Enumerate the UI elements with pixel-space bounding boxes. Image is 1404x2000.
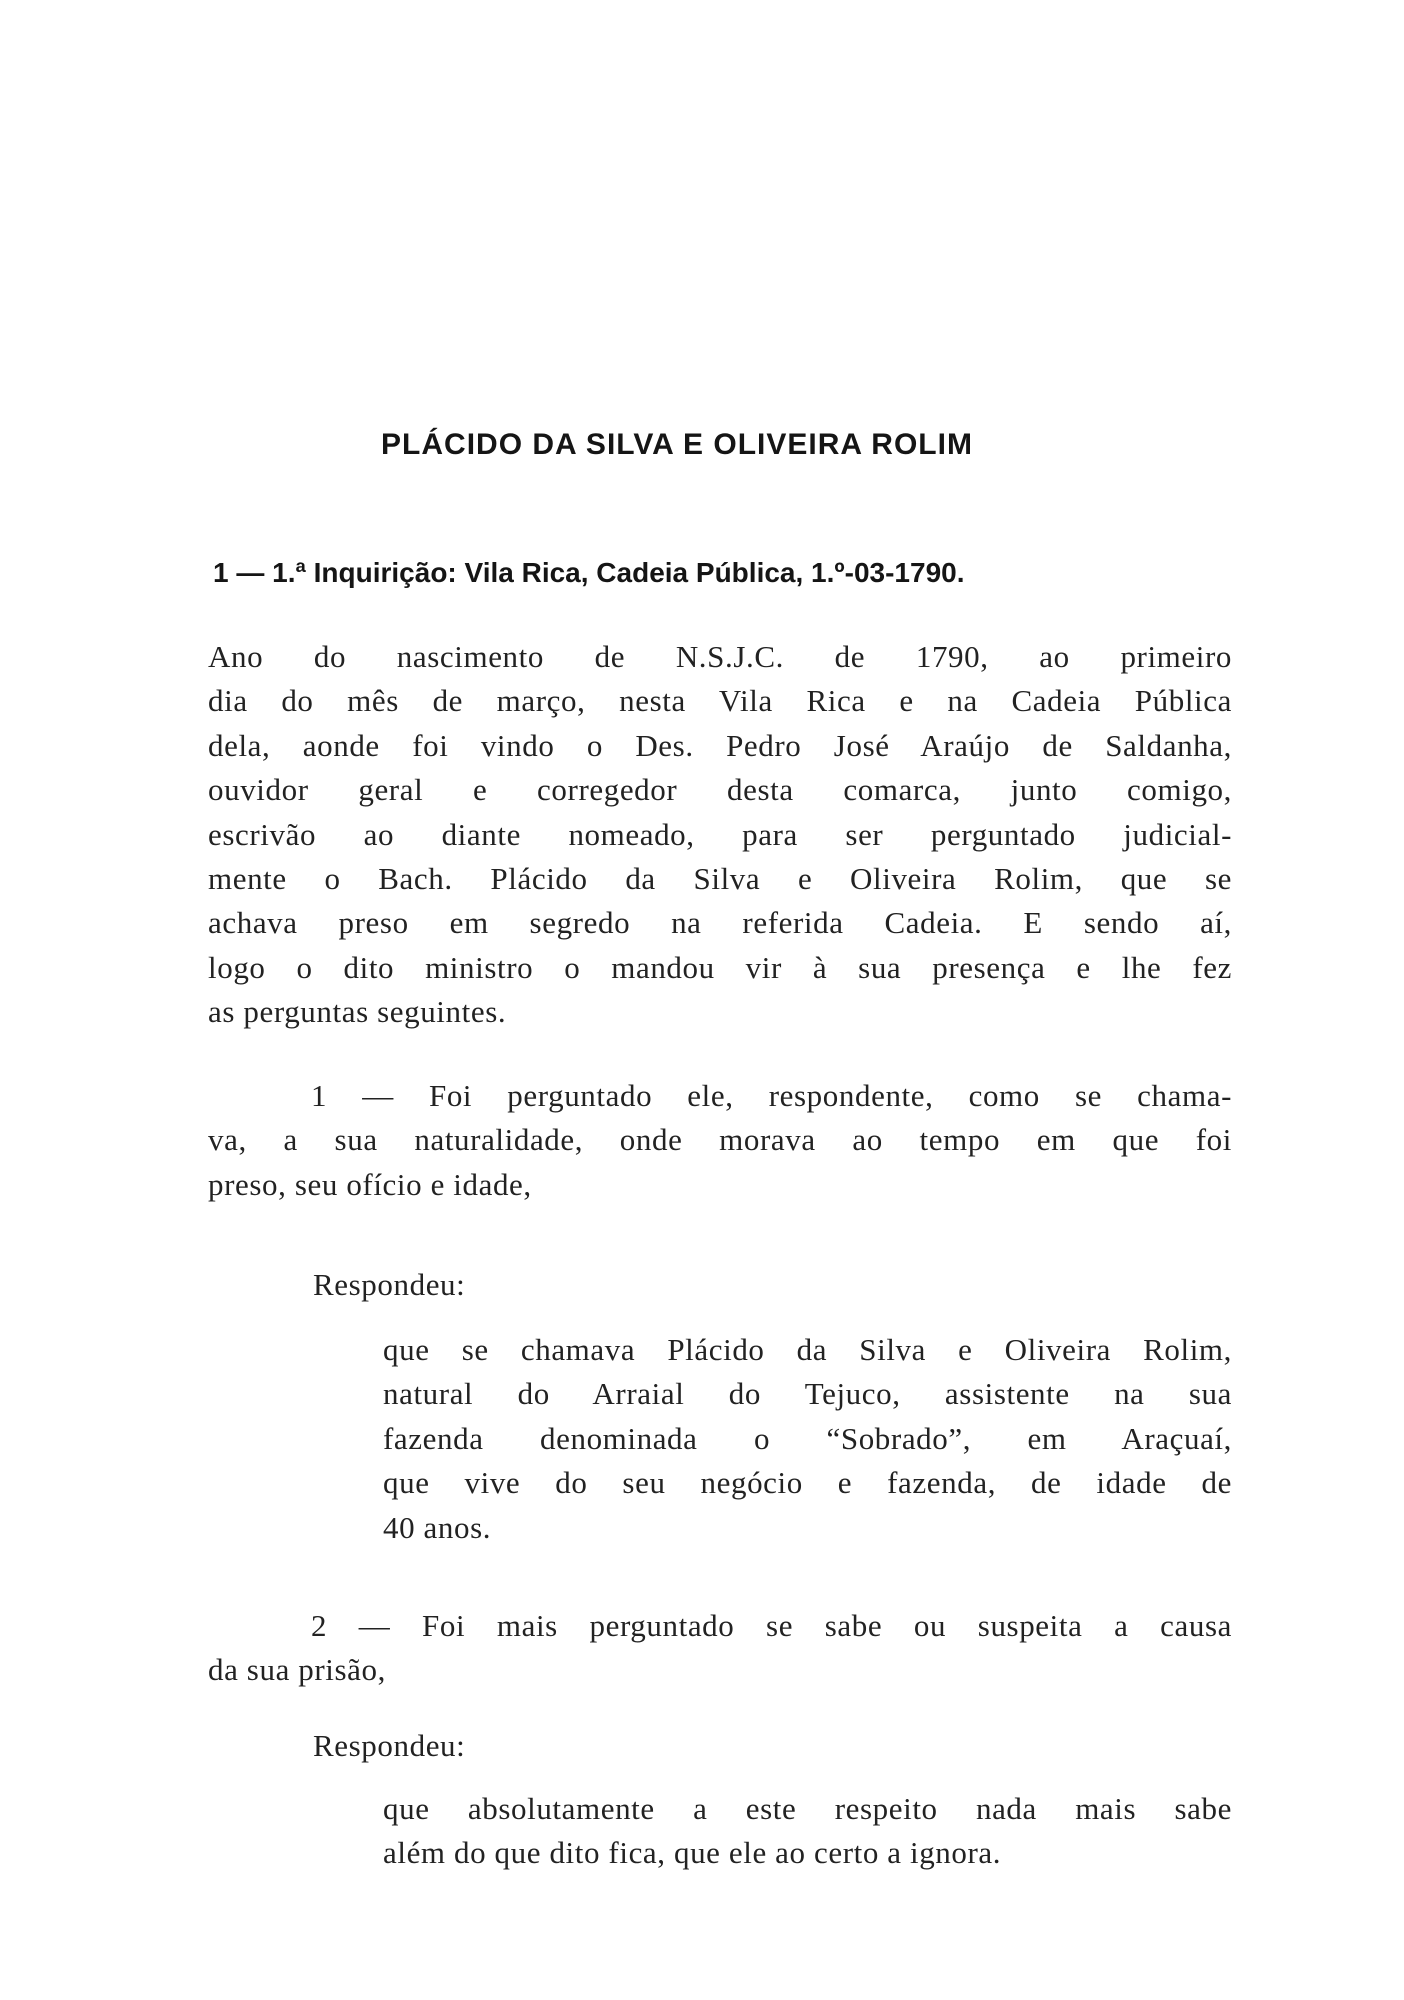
- document-title: PLÁCIDO DA SILVA E OLIVEIRA ROLIM: [381, 428, 973, 461]
- answer-1-paragraph: [383, 1328, 1232, 1550]
- intro-line: Ano do nascimento de N.S.J.C. de 1790, ao primeiro: [208, 639, 1232, 674]
- intro-line: achava preso em segredo na referida Cadeia. E sendo aí,: [208, 905, 1232, 941]
- answer-1-line: que vive do seu negócio e fazenda, de idade de: [383, 1465, 1232, 1501]
- question-1-line: preso, seu ofício e idade,: [208, 1166, 532, 1202]
- question-2-paragraph: [208, 1604, 1232, 1693]
- question-1-line: 1 — Foi perguntado ele, respondente, como se chama-: [311, 1078, 1232, 1113]
- intro-line: dela, aonde foi vindo o Des. Pedro José Araújo de Saldanha,: [208, 727, 1232, 763]
- intro-line: dia do mês de março, nesta Vila Rica e na Cadeia Pública: [208, 683, 1232, 719]
- response-label-2: Respondeu:: [313, 1728, 466, 1763]
- intro-paragraph: [208, 635, 1232, 1035]
- intro-line: as perguntas seguintes.: [208, 994, 507, 1030]
- answer-1-line: natural do Arraial do Tejuco, assistente na sua: [383, 1376, 1232, 1412]
- answer-1-line: fazenda denominada o “Sobrado”, em Araçuaí,: [383, 1420, 1232, 1456]
- intro-line: logo o dito ministro o mandou vir à sua presença e lhe fez: [208, 949, 1232, 985]
- question-1-line: va, a sua naturalidade, onde morava ao tempo em que foi: [208, 1122, 1232, 1158]
- intro-line: mente o Bach. Plácido da Silva e Oliveira Rolim, que se: [208, 861, 1232, 897]
- answer-2-line: que absolutamente a este respeito nada mais sabe: [383, 1791, 1232, 1826]
- answer-1-line: que se chamava Plácido da Silva e Oliveira Rolim,: [383, 1332, 1232, 1367]
- question-2-line: da sua prisão,: [208, 1652, 386, 1688]
- intro-line: escrivão ao diante nomeado, para ser perguntado judicial-: [208, 816, 1232, 852]
- inquiry-heading: 1 — 1.ª Inquirição: Vila Rica, Cadeia Pública, 1.º-03-1790.: [213, 557, 965, 588]
- response-label-1: Respondeu:: [313, 1267, 466, 1302]
- answer-2-paragraph: [383, 1787, 1232, 1876]
- intro-line: ouvidor geral e corregedor desta comarca, junto comigo,: [208, 772, 1232, 808]
- answer-2-line: além do que dito fica, que ele ao certo a ignora.: [383, 1835, 1002, 1871]
- question-1-paragraph: [208, 1074, 1232, 1207]
- answer-1-line: 40 anos.: [383, 1509, 492, 1545]
- question-2-line: 2 — Foi mais perguntado se sabe ou suspeita a causa: [311, 1608, 1232, 1643]
